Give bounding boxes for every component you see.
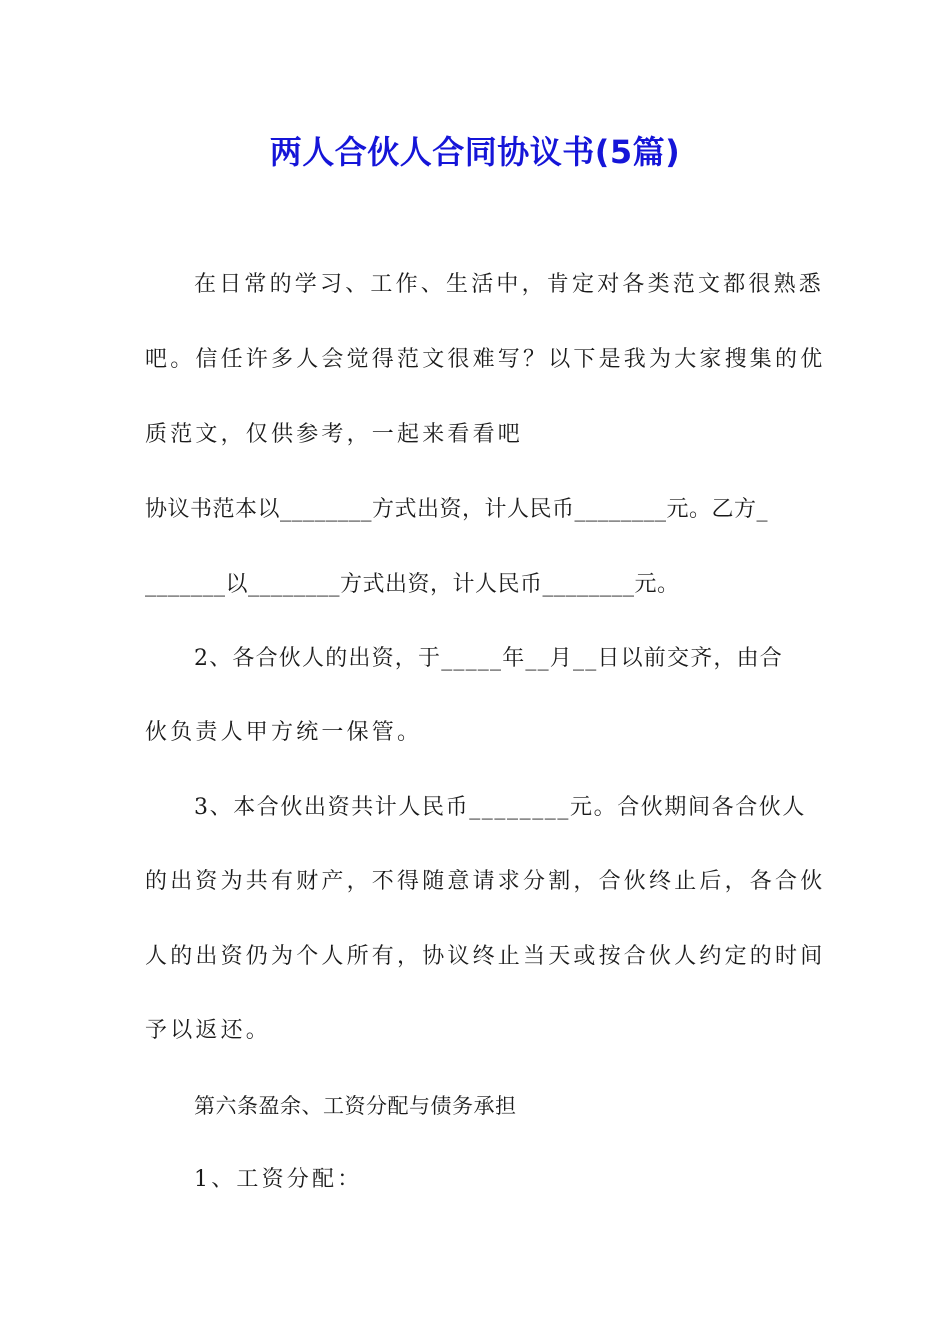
clause-3-line-3: 人的出资仍为个人所有，协议终止当天或按合伙人约定的时间 [145, 944, 826, 969]
intro-line-2: 吧。信任许多人会觉得范文很难写？以下是我为大家搜集的优 [145, 347, 826, 372]
clause-3-line-1: 3、本合伙出资共计人民币________元。合伙期间各合伙人 [194, 795, 806, 820]
clause-3-line-2: 的出资为共有财产，不得随意请求分割，合伙终止后，各合伙 [145, 869, 826, 894]
contribution-line-2: _______以________方式出资，计人民币________元。 [145, 572, 680, 597]
contribution-line-1: 协议书范本以________方式出资，计人民币________元。乙方_ [145, 497, 769, 522]
clause-2-line-1: 2、各合伙人的出资，于_____年__月__日以前交齐，由合 [194, 646, 783, 671]
intro-line-1: 在日常的学习、工作、生活中，肯定对各类范文都很熟悉 [194, 272, 825, 297]
article-6-heading: 第六条盈余、工资分配与债务承担 [194, 1094, 517, 1118]
wage-allocation-heading: 1、工资分配： [194, 1167, 363, 1192]
clause-3-line-4: 予以返还。 [145, 1018, 272, 1043]
document-title: 两人合伙人合同协议书(5篇) [269, 133, 681, 171]
intro-line-3: 质范文，仅供参考，一起来看看吧 [145, 422, 524, 447]
clause-2-line-2: 伙负责人甲方统一保管。 [145, 720, 423, 745]
